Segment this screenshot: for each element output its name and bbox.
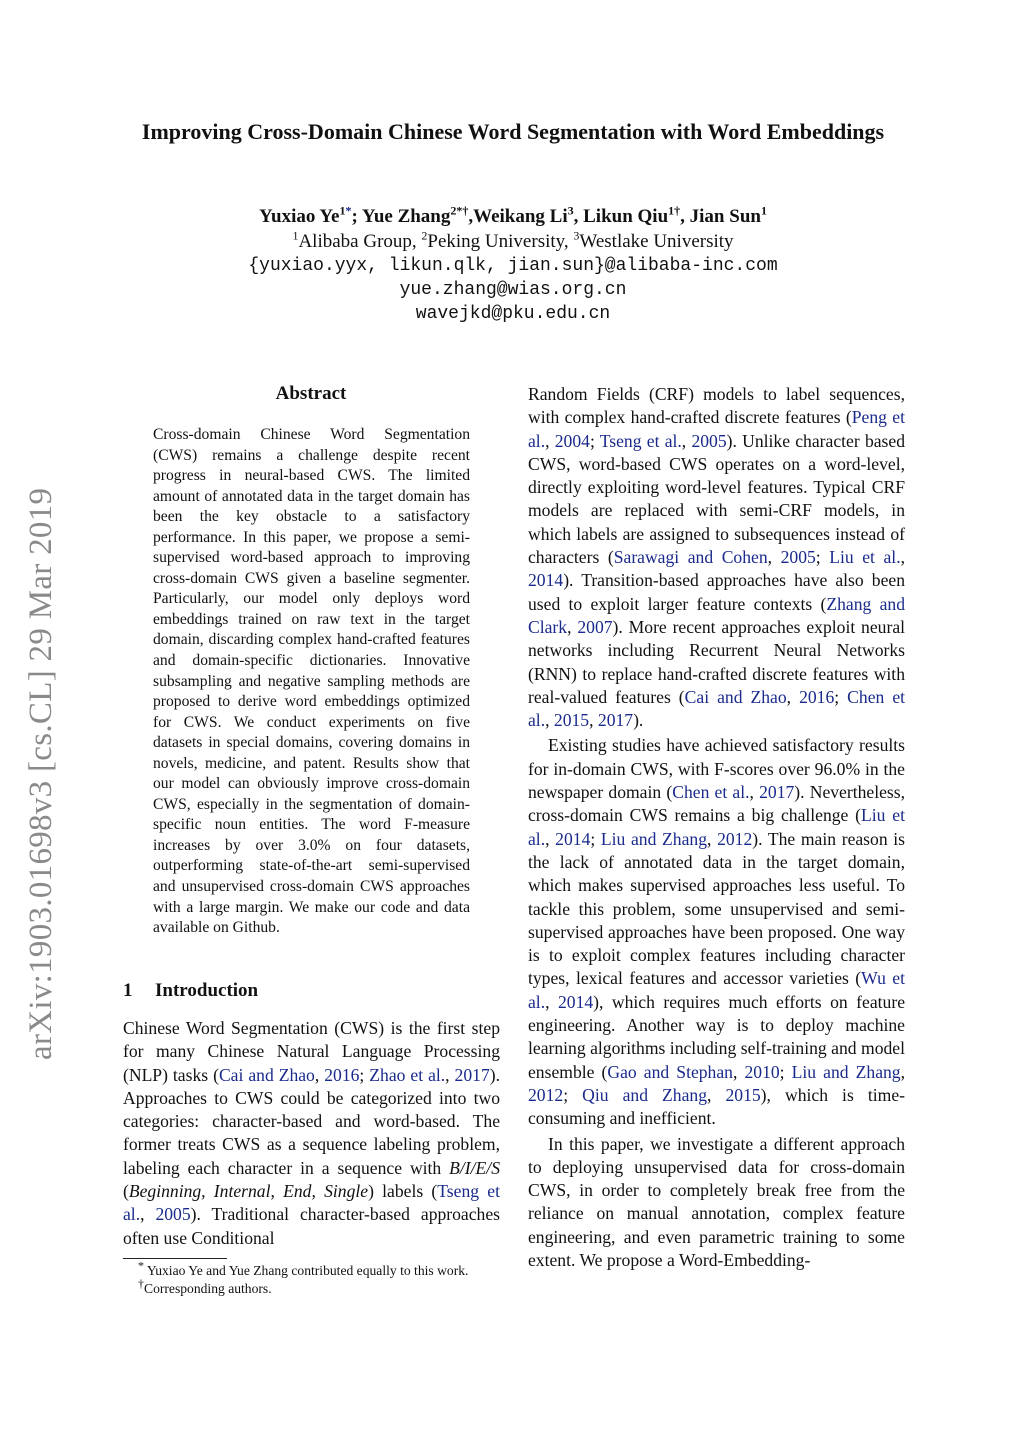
text: , — [900, 547, 905, 568]
text: Chinese Word Segmentation (CWS) is the first step for many Chinese Natural Language Processing (NLP) tasks ( — [123, 1018, 500, 1085]
author-2-affiliation: 2*† — [450, 203, 469, 218]
citation-link[interactable]: Chen et al. — [672, 782, 750, 803]
text: ). The main reason is the lack of annotated data in the target domain, which makes supervised approaches less useful. To tackle this problem, some unsupervised and semi-supervised approaches have been proposed. One way is to exploit complex features including character types, lexical features and accessor varieties ( — [528, 828, 906, 989]
citation-link[interactable]: 2010 — [744, 1061, 780, 1082]
arxiv-identifier: arXiv:1903.01698v3 [cs.CL] 29 Mar 2019 — [23, 487, 59, 1060]
citation-link[interactable]: Zhang and Clark — [528, 593, 905, 637]
author-2: ; Yue Zhang — [351, 206, 451, 227]
citation-link[interactable]: 2004 — [554, 430, 590, 451]
citation-link[interactable]: 2005 — [691, 430, 727, 451]
text: , — [589, 710, 598, 731]
citation-link[interactable]: 2014 — [557, 991, 594, 1012]
citation-link[interactable]: 2012 — [717, 828, 753, 849]
citation-link[interactable]: 2017 — [759, 782, 795, 803]
aff-1-mark: 1 — [292, 228, 299, 243]
citation-link[interactable]: Tseng et al. — [599, 430, 682, 451]
aff-2-mark: 2 — [421, 228, 428, 243]
text: , — [545, 828, 556, 849]
text: ). Unlike character based CWS, word-based CWS operates on a word-level, directly exploiting word-level features. Typical CRF models are replaced with semi-CRF models, in which labels are assigned to subsequences instead of characters ( — [528, 430, 905, 568]
citation-link[interactable]: 2012 — [528, 1084, 564, 1105]
citation-link[interactable]: Sarawagi and Cohen — [613, 547, 768, 568]
text: ). Transition-based approaches have also been used to exploit larger feature contexts ( — [528, 570, 905, 614]
author-5: , Jian Sun — [680, 206, 761, 227]
footnote-2 — [123, 1276, 500, 1298]
abstract-heading: Abstract — [275, 383, 347, 404]
text: ; — [359, 1064, 370, 1085]
footnote-2-text: Corresponding authors. — [144, 1281, 272, 1296]
citation-link[interactable]: 2007 — [577, 616, 613, 637]
citation-link[interactable]: Qiu and Zhang — [582, 1084, 708, 1105]
author-3-affiliation: 3 — [567, 203, 574, 218]
intro-right-column — [528, 383, 905, 1272]
text: , — [445, 1064, 455, 1085]
author-5-affiliation: 1 — [760, 203, 767, 218]
intro-paragraph-1 — [528, 383, 905, 732]
text: , — [732, 1061, 745, 1082]
citation-link[interactable]: 2015 — [725, 1084, 761, 1105]
affiliations — [130, 229, 896, 254]
citation-link[interactable]: Cai and Zhao — [218, 1064, 315, 1085]
text: , — [900, 1061, 906, 1082]
intro-left-paragraph — [123, 1017, 500, 1250]
text: ), which requires much efforts on feature engineering. Another way is to deploy machine learning algorithms including self-training and model ensemble ( — [528, 991, 906, 1082]
citation-link[interactable]: 2016 — [324, 1064, 360, 1085]
text: , — [707, 828, 718, 849]
text: ; — [779, 1061, 792, 1082]
citation-link[interactable]: 2014 — [528, 570, 564, 591]
aff-3: Westlake University — [579, 231, 734, 252]
text: , — [786, 686, 800, 707]
author-3: ,Weikang Li — [468, 206, 568, 227]
author-1: Yuxiao Ye — [259, 206, 340, 227]
abstract-text: Cross-domain Chinese Word Segmentation (CWS) remains a challenge despite recent progress in neural-based CWS. The limited amount of annotated data in the target domain has been the key obstacle to a satisfactory performance. In this paper, we propose a semi-supervised word-based approach to improving cross-domain CWS given a baseline segmenter. Particularly, our model only deploys word embeddings trained on raw text in the target domain, discarding complex hand-crafted features and domain-specific dictionaries. Innovative subsampling and negative sampling methods are proposed to derive word embeddings optimized for CWS. We conduct experiments on five datasets in special domains, covering domains in novels, medicine, and patent. Results show that our model can obviously improve cross-domain CWS, especially in the segmentation of domain-specific noun entities. The word F-measure increases by over 3.0% on four datasets, outperforming state-of-the-art semi-supervised and unsupervised cross-domain CWS approaches with a large margin. We make our code and data available on Github. — [153, 426, 470, 937]
footnote-1 — [123, 1258, 500, 1280]
author-1-mark: * — [345, 203, 352, 218]
citation-link[interactable]: Chen et al. — [528, 686, 906, 731]
citation-link[interactable]: Gao and Stephan — [607, 1061, 733, 1082]
italic-text: B/I/E/S — [449, 1157, 500, 1178]
text: , — [707, 1084, 726, 1105]
text: Random Fields (CRF) models to label sequences, with complex hand-crafted discrete features ( — [528, 384, 905, 428]
citation-link[interactable]: Liu and Zhang — [600, 828, 708, 849]
text: ). Traditional character-based approaches often use Conditional — [123, 1204, 501, 1248]
text: ). Nevertheless, cross-domain CWS remains a big challenge ( — [528, 782, 905, 826]
text: ; — [834, 686, 848, 707]
citation-link[interactable]: Tseng et al. — [123, 1181, 500, 1225]
citation-link[interactable]: Peng et al. — [528, 407, 905, 451]
text: Existing studies have achieved satisfactory results for in-domain CWS, with F-scores over 96.0% in the newspaper domain ( — [528, 735, 905, 803]
text: , — [545, 991, 558, 1012]
text: , — [767, 547, 781, 568]
email-3: wavejkd@pku.edu.cn — [415, 304, 611, 324]
text: ; — [563, 1084, 583, 1105]
text: ), which is time-consuming and inefficient. — [528, 1084, 905, 1129]
text: ). More recent approaches exploit neural networks including Recurrent Neural Networks (RNN) to replace hand-crafted discrete features with real-valued features ( — [528, 616, 906, 707]
author-names — [130, 204, 896, 229]
section-heading — [123, 980, 258, 1002]
text: ; — [589, 430, 600, 451]
text: ). Approaches to CWS could be categorized into two categories: character-based and word-based. The former treats CWS as a sequence labeling problem, labeling each character in a sequence with — [123, 1064, 500, 1178]
text: ; — [815, 547, 830, 568]
text: , — [749, 782, 760, 803]
citation-link[interactable]: 2005 — [155, 1204, 191, 1225]
author-1-affiliation: 1 — [339, 203, 346, 218]
footnotes — [123, 1258, 500, 1298]
citation-link[interactable]: 2014 — [555, 828, 591, 849]
text: , — [140, 1204, 156, 1225]
citation-link[interactable]: 2015 — [553, 710, 590, 731]
text: , — [545, 710, 554, 731]
text: ; — [590, 828, 601, 849]
email-1: {yuxiao.yyx, likun.qlk, jian.sun}@alibaba-inc.com — [248, 256, 778, 276]
footnote-1-text: Yuxiao Ye and Yue Zhang contributed equally to this work. — [144, 1263, 469, 1278]
text: , — [545, 430, 555, 451]
author-4-affiliation: 1† — [668, 203, 681, 218]
aff-1: Alibaba Group, — [298, 231, 422, 252]
citation-link[interactable]: Liu et al. — [528, 805, 905, 849]
text: , — [314, 1064, 325, 1085]
footnote-2-mark: † — [138, 1276, 144, 1291]
citation-link[interactable]: 2017 — [597, 710, 634, 731]
citation-link[interactable]: 2005 — [780, 547, 816, 568]
footnote-1-mark: * — [138, 1258, 144, 1273]
email-2: yue.zhang@wias.org.cn — [399, 280, 627, 300]
aff-2: Peking University, — [427, 231, 574, 252]
author-4: , Likun Qiu — [573, 206, 669, 227]
aff-3-mark: 3 — [573, 228, 580, 243]
italic-text: Beginning, Internal, End, Single — [128, 1181, 369, 1202]
text: ) labels ( — [368, 1181, 438, 1202]
citation-link[interactable]: Cai and Zhao — [684, 686, 787, 707]
intro-paragraph-2 — [528, 734, 905, 1130]
section-title: Introduction — [155, 980, 259, 1001]
citation-link[interactable]: Liu et al. — [829, 547, 901, 568]
citation-link[interactable]: Zhao et al. — [369, 1064, 446, 1085]
citation-link[interactable]: Liu and Zhang — [791, 1061, 901, 1082]
section-number: 1 — [123, 980, 133, 1001]
paper-title: Improving Cross-Domain Chinese Word Segmentation with Word Embeddings — [141, 119, 885, 144]
text: ( — [123, 1181, 129, 1202]
intro-paragraph-3: In this paper, we investigate a different approach to deploying unsupervised data for cross-domain CWS, in order to completely break free from the reliance on manual annotation, complex feature engineering, and even parametric training to some extent. We propose a Word-Embedding- — [528, 1133, 905, 1270]
author-block — [130, 204, 896, 326]
text: , — [681, 430, 692, 451]
text: ). — [633, 710, 644, 731]
citation-link[interactable]: 2016 — [799, 686, 835, 707]
text: , — [567, 616, 578, 637]
citation-link[interactable]: 2017 — [454, 1064, 490, 1085]
citation-link[interactable]: Wu et al. — [528, 968, 906, 1012]
